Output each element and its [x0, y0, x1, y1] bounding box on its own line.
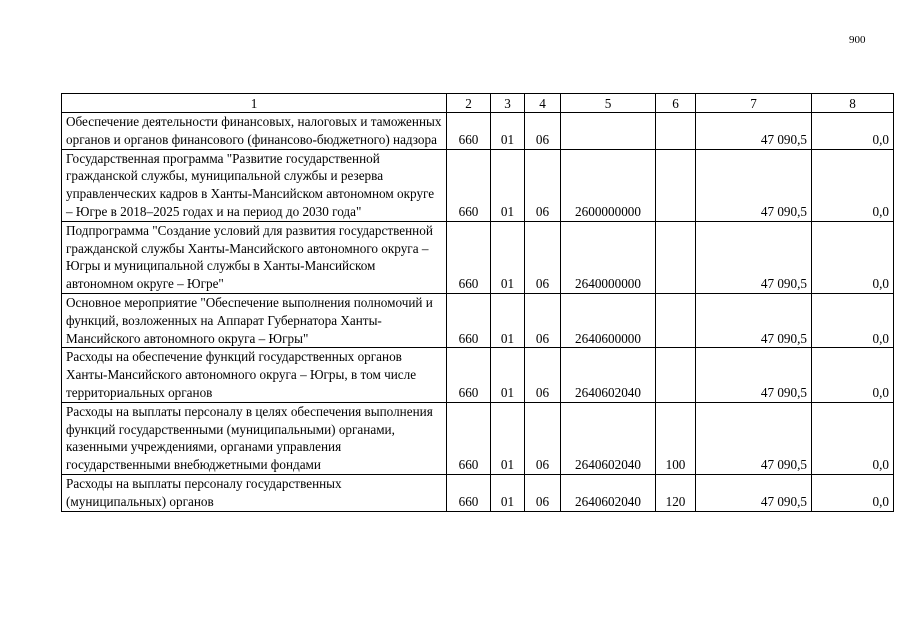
row-amount-2: 0,0: [812, 149, 894, 221]
row-target-article: [561, 113, 656, 150]
row-target-article: 2640000000: [561, 221, 656, 293]
row-expense-type: 100: [656, 402, 696, 474]
column-header: 5: [561, 94, 656, 113]
table-row: [62, 293, 894, 347]
row-amount-2: 0,0: [812, 348, 894, 402]
page-number: 900: [849, 34, 866, 46]
row-expense-type: [656, 221, 696, 293]
table-row: [62, 474, 894, 511]
row-amount-2: 0,0: [812, 113, 894, 150]
table-row: [62, 113, 894, 150]
row-target-article: 2640602040: [561, 402, 656, 474]
row-name: Государственная программа "Развитие государственной гражданской службы, муниципальной службы и резерва управленческих кадров в Ханты-Мансийском автономном округе – Югре в 2018–2025 годах и на период до 2030 года": [62, 149, 447, 221]
row-expense-type: [656, 293, 696, 347]
column-header: 7: [696, 94, 812, 113]
row-amount: 47 090,5: [696, 348, 812, 402]
row-subsection-code: 06: [525, 293, 561, 347]
row-amount-2: 0,0: [812, 402, 894, 474]
column-header: 4: [525, 94, 561, 113]
row-section-code: 01: [491, 221, 525, 293]
row-expense-type: [656, 149, 696, 221]
row-ministry-code: 660: [447, 348, 491, 402]
row-amount: 47 090,5: [696, 149, 812, 221]
row-ministry-code: 660: [447, 149, 491, 221]
row-subsection-code: 06: [525, 402, 561, 474]
row-expense-type: [656, 113, 696, 150]
row-subsection-code: 06: [525, 113, 561, 150]
row-name: Расходы на обеспечение функций государственных органов Ханты-Мансийского автономного округа – Югры, в том числе территориальных органов: [62, 348, 447, 402]
row-amount-2: 0,0: [812, 293, 894, 347]
row-name: Подпрограмма "Создание условий для развития государственной гражданской службы Ханты-Мансийского автономного округа – Югры и муниципальной службы в Ханты-Мансийском автономном округе – Югре": [62, 221, 447, 293]
table-header-row: [62, 94, 894, 113]
row-subsection-code: 06: [525, 221, 561, 293]
table-row: [62, 348, 894, 402]
row-section-code: 01: [491, 149, 525, 221]
column-header: 2: [447, 94, 491, 113]
row-amount: 47 090,5: [696, 113, 812, 150]
row-amount: 47 090,5: [696, 293, 812, 347]
row-amount: 47 090,5: [696, 221, 812, 293]
row-section-code: 01: [491, 474, 525, 511]
row-name: Основное мероприятие "Обеспечение выполнения полномочий и функций, возложенных на Аппарат Губернатора Ханты-Мансийского автономного округа – Югры": [62, 293, 447, 347]
row-ministry-code: 660: [447, 293, 491, 347]
row-target-article: 2640602040: [561, 348, 656, 402]
row-amount-2: 0,0: [812, 221, 894, 293]
column-header: 3: [491, 94, 525, 113]
column-header: 1: [62, 94, 447, 113]
row-ministry-code: 660: [447, 402, 491, 474]
row-ministry-code: 660: [447, 474, 491, 511]
row-amount: 47 090,5: [696, 474, 812, 511]
column-header: 8: [812, 94, 894, 113]
row-amount-2: 0,0: [812, 474, 894, 511]
row-subsection-code: 06: [525, 149, 561, 221]
row-section-code: 01: [491, 113, 525, 150]
row-ministry-code: 660: [447, 221, 491, 293]
row-section-code: 01: [491, 348, 525, 402]
budget-table: [61, 93, 894, 512]
row-section-code: 01: [491, 293, 525, 347]
row-target-article: 2640602040: [561, 474, 656, 511]
row-expense-type: [656, 348, 696, 402]
row-subsection-code: 06: [525, 474, 561, 511]
row-target-article: 2600000000: [561, 149, 656, 221]
column-header: 6: [656, 94, 696, 113]
table-row: [62, 221, 894, 293]
row-name: Расходы на выплаты персоналу в целях обеспечения выполнения функций государственными (муниципальными) органами, казенными учреждениями, органами управления государственными внебюджетными фондами: [62, 402, 447, 474]
row-name: Расходы на выплаты персоналу государственных (муниципальных) органов: [62, 474, 447, 511]
table-row: [62, 149, 894, 221]
row-subsection-code: 06: [525, 348, 561, 402]
table-row: [62, 402, 894, 474]
row-ministry-code: 660: [447, 113, 491, 150]
row-target-article: 2640600000: [561, 293, 656, 347]
row-expense-type: 120: [656, 474, 696, 511]
row-amount: 47 090,5: [696, 402, 812, 474]
row-name: Обеспечение деятельности финансовых, налоговых и таможенных органов и органов финансового (финансово-бюджетного) надзора: [62, 113, 447, 150]
row-section-code: 01: [491, 402, 525, 474]
